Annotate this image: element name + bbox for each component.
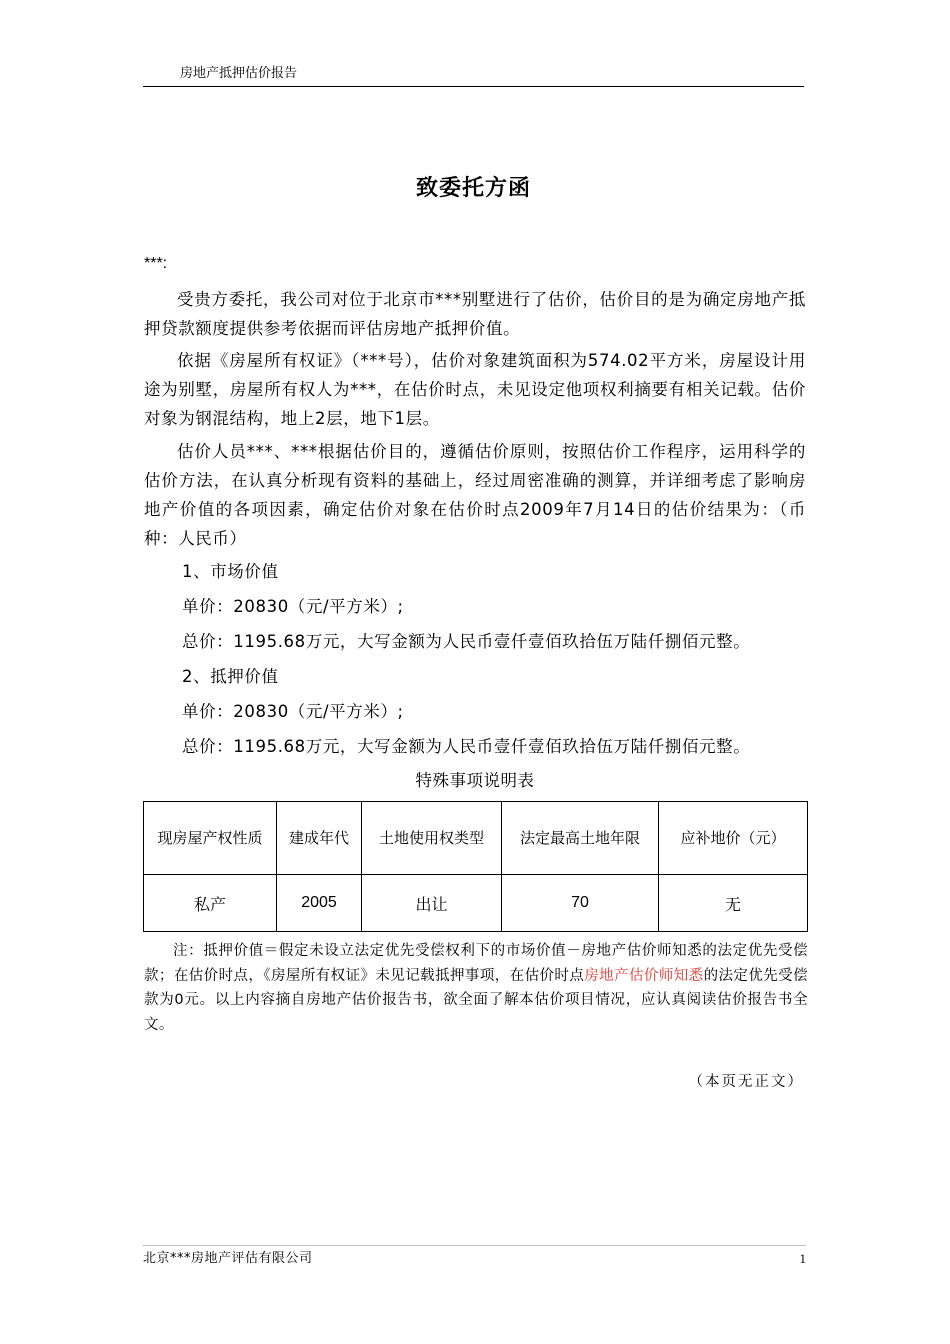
header-cell-build-year: 建成年代	[277, 802, 362, 875]
header-cell-land-premium: 应补地价（元）	[659, 802, 808, 875]
cell-land-use-type: 出让	[362, 875, 502, 932]
header-title: 房地产抵押估价报告	[180, 66, 298, 81]
salutation: ***:	[144, 255, 168, 272]
page-footer	[143, 1245, 806, 1274]
table-header-row	[144, 802, 808, 875]
table-note	[144, 939, 808, 1037]
note-text-part1: 注：抵押价值＝假定未设立法定优先受偿权利下的市场价值－房地产估价师知悉的法定优先受偿款；在估价时点，《房屋所有权证》未见记载抵押事项，在估价时点	[144, 943, 808, 984]
market-value-heading: 1、市场价值	[182, 562, 279, 581]
header-cell-max-land-term: 法定最高土地年限	[502, 802, 659, 875]
table-title: 特殊事项说明表	[415, 771, 535, 790]
header-cell-land-use-type: 土地使用权类型	[362, 802, 502, 875]
document-title: 致委托方函	[415, 176, 531, 201]
cell-max-land-term: 70	[502, 875, 659, 932]
paragraph-property-basis: 依据《房屋所有权证》（***号），估价对象建筑面积为574.02平方米，房屋设计用途为别墅，房屋所有权人为***，在估价时点，未见设定他项权利摘要有相关记载。估价对象为钢混结构，地上2层，地下1层。	[144, 351, 806, 428]
header-cell-property-nature: 现房屋产权性质	[144, 802, 277, 875]
market-total-price: 总价：1195.68万元，大写金额为人民币壹仟壹佰玖拾伍万陆仟捌佰元整。	[182, 632, 751, 651]
no-text-label: （本页无正文）	[688, 1074, 804, 1090]
page-header	[143, 66, 804, 87]
mortgage-unit-price: 单价：20830（元/平方米）;	[182, 702, 404, 721]
paragraph-valuation-method: 估价人员***、***根据估价目的，遵循估价原则，按照估价工作程序，运用科学的估价方法，在认真分析现有资料的基础上，经过周密准确的测算，并详细考虑了影响房地产价值的各项因素，确定估价对象在估价时点2009年7月14日的估价结果为：（币种：人民币）	[144, 442, 806, 548]
cell-land-premium: 无	[659, 875, 808, 932]
mortgage-value-heading: 2、抵押价值	[182, 667, 279, 686]
mortgage-total-price: 总价：1195.68万元，大写金额为人民币壹仟壹佰玖拾伍万陆仟捌佰元整。	[182, 737, 751, 756]
note-text-part2: 的法定优先受偿款为0元。以上内容摘自房地产估价报告书，欲全面了解本估价项目情况，应认真阅读估价报告书全文。	[144, 967, 808, 1033]
cell-property-nature: 私产	[144, 875, 277, 932]
special-items-table	[143, 801, 808, 932]
cell-build-year: 2005	[277, 875, 362, 932]
note-highlight: 房地产估价师知悉	[584, 967, 704, 984]
page-number: 1	[799, 1251, 806, 1266]
table-row	[144, 875, 808, 932]
market-unit-price: 单价：20830（元/平方米）;	[182, 597, 404, 616]
footer-company: 北京***房地产评估有限公司	[143, 1251, 313, 1266]
paragraph-commission: 受贵方委托，我公司对位于北京市***别墅进行了估价，估价目的是为确定房地产抵押贷款额度提供参考依据而评估房地产抵押价值。	[144, 290, 806, 338]
